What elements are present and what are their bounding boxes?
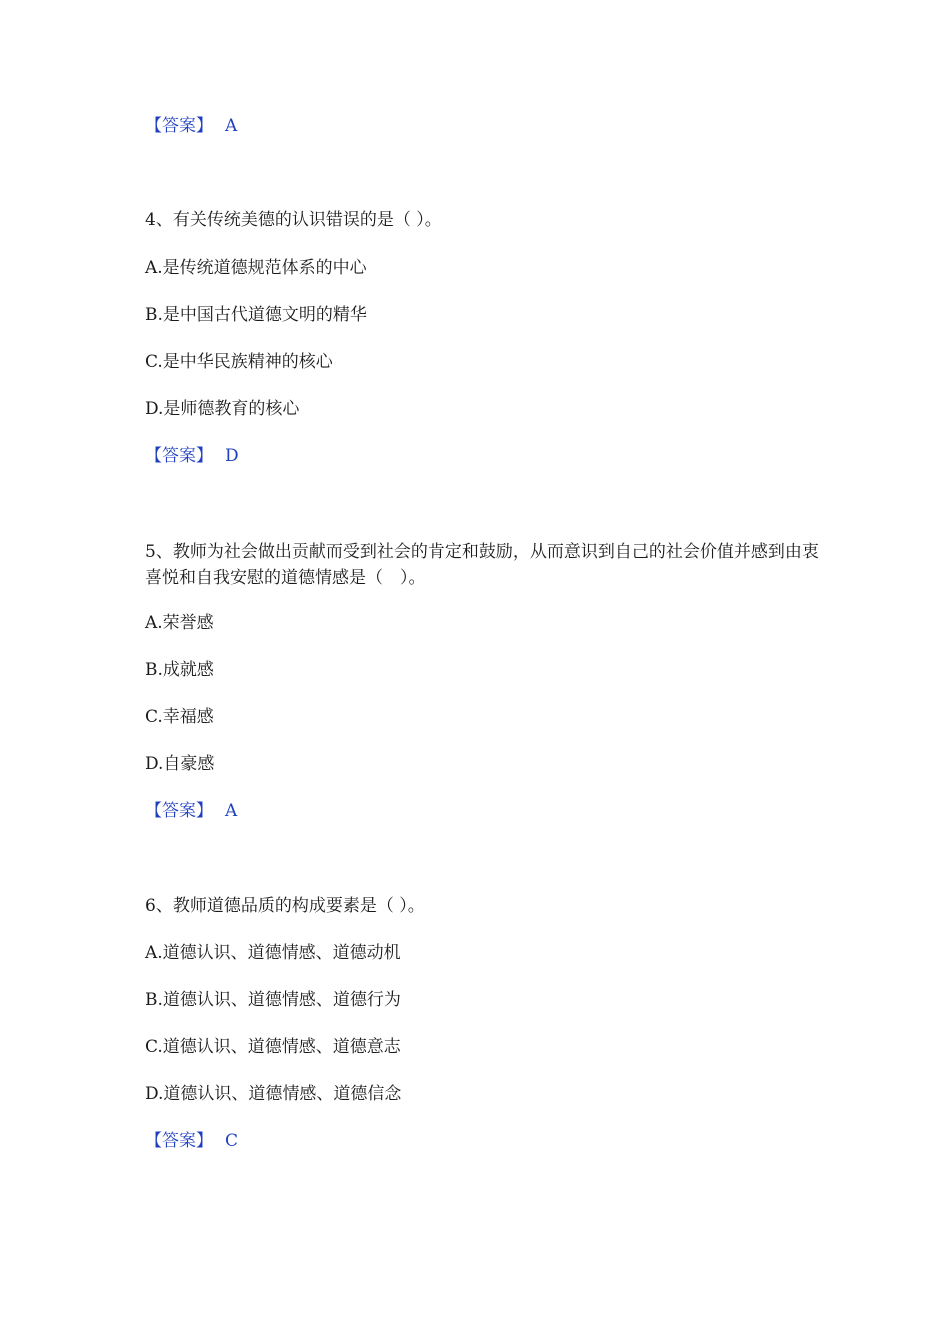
option-a: A.是传统道德规范体系的中心 <box>145 258 367 278</box>
answer-value: A <box>225 116 238 136</box>
answer-line <box>145 114 237 138</box>
answer-value: D <box>225 446 239 466</box>
answer-line <box>145 444 239 468</box>
option-c: C.是中华民族精神的核心 <box>145 352 333 372</box>
answer-label: 【答案】 <box>145 801 213 821</box>
answer-value: A <box>225 801 238 821</box>
option-a: A.荣誉感 <box>145 613 214 633</box>
answer-label: 【答案】 <box>145 1131 213 1151</box>
answer-line <box>145 1129 238 1153</box>
answer-label: 【答案】 <box>145 116 213 136</box>
question-stem: 4、有关传统美德的认识错误的是（ ）。 <box>145 210 442 230</box>
option-d: D.是师德教育的核心 <box>145 399 300 419</box>
option-a: A.道德认识、道德情感、道德动机 <box>145 943 401 963</box>
question-stem: 6、教师道德品质的构成要素是（ ）。 <box>145 896 425 916</box>
answer-label: 【答案】 <box>145 446 213 466</box>
option-b: B.成就感 <box>145 660 214 680</box>
option-b: B.道德认识、道德情感、道德行为 <box>145 990 401 1010</box>
answer-line <box>145 799 237 823</box>
option-d: D.自豪感 <box>145 754 215 774</box>
option-c: C.道德认识、道德情感、道德意志 <box>145 1037 401 1057</box>
answer-value: C <box>225 1131 239 1151</box>
question-stem: 5、教师为社会做出贡献而受到社会的肯定和鼓励，从而意识到自己的社会价值并感到由衷喜悦和自我安慰的道德情感是（ ）。 <box>145 542 819 588</box>
option-d: D.道德认识、道德情感、道德信念 <box>145 1084 402 1104</box>
option-b: B.是中国古代道德文明的精华 <box>145 305 367 325</box>
option-c: C.幸福感 <box>145 707 214 727</box>
